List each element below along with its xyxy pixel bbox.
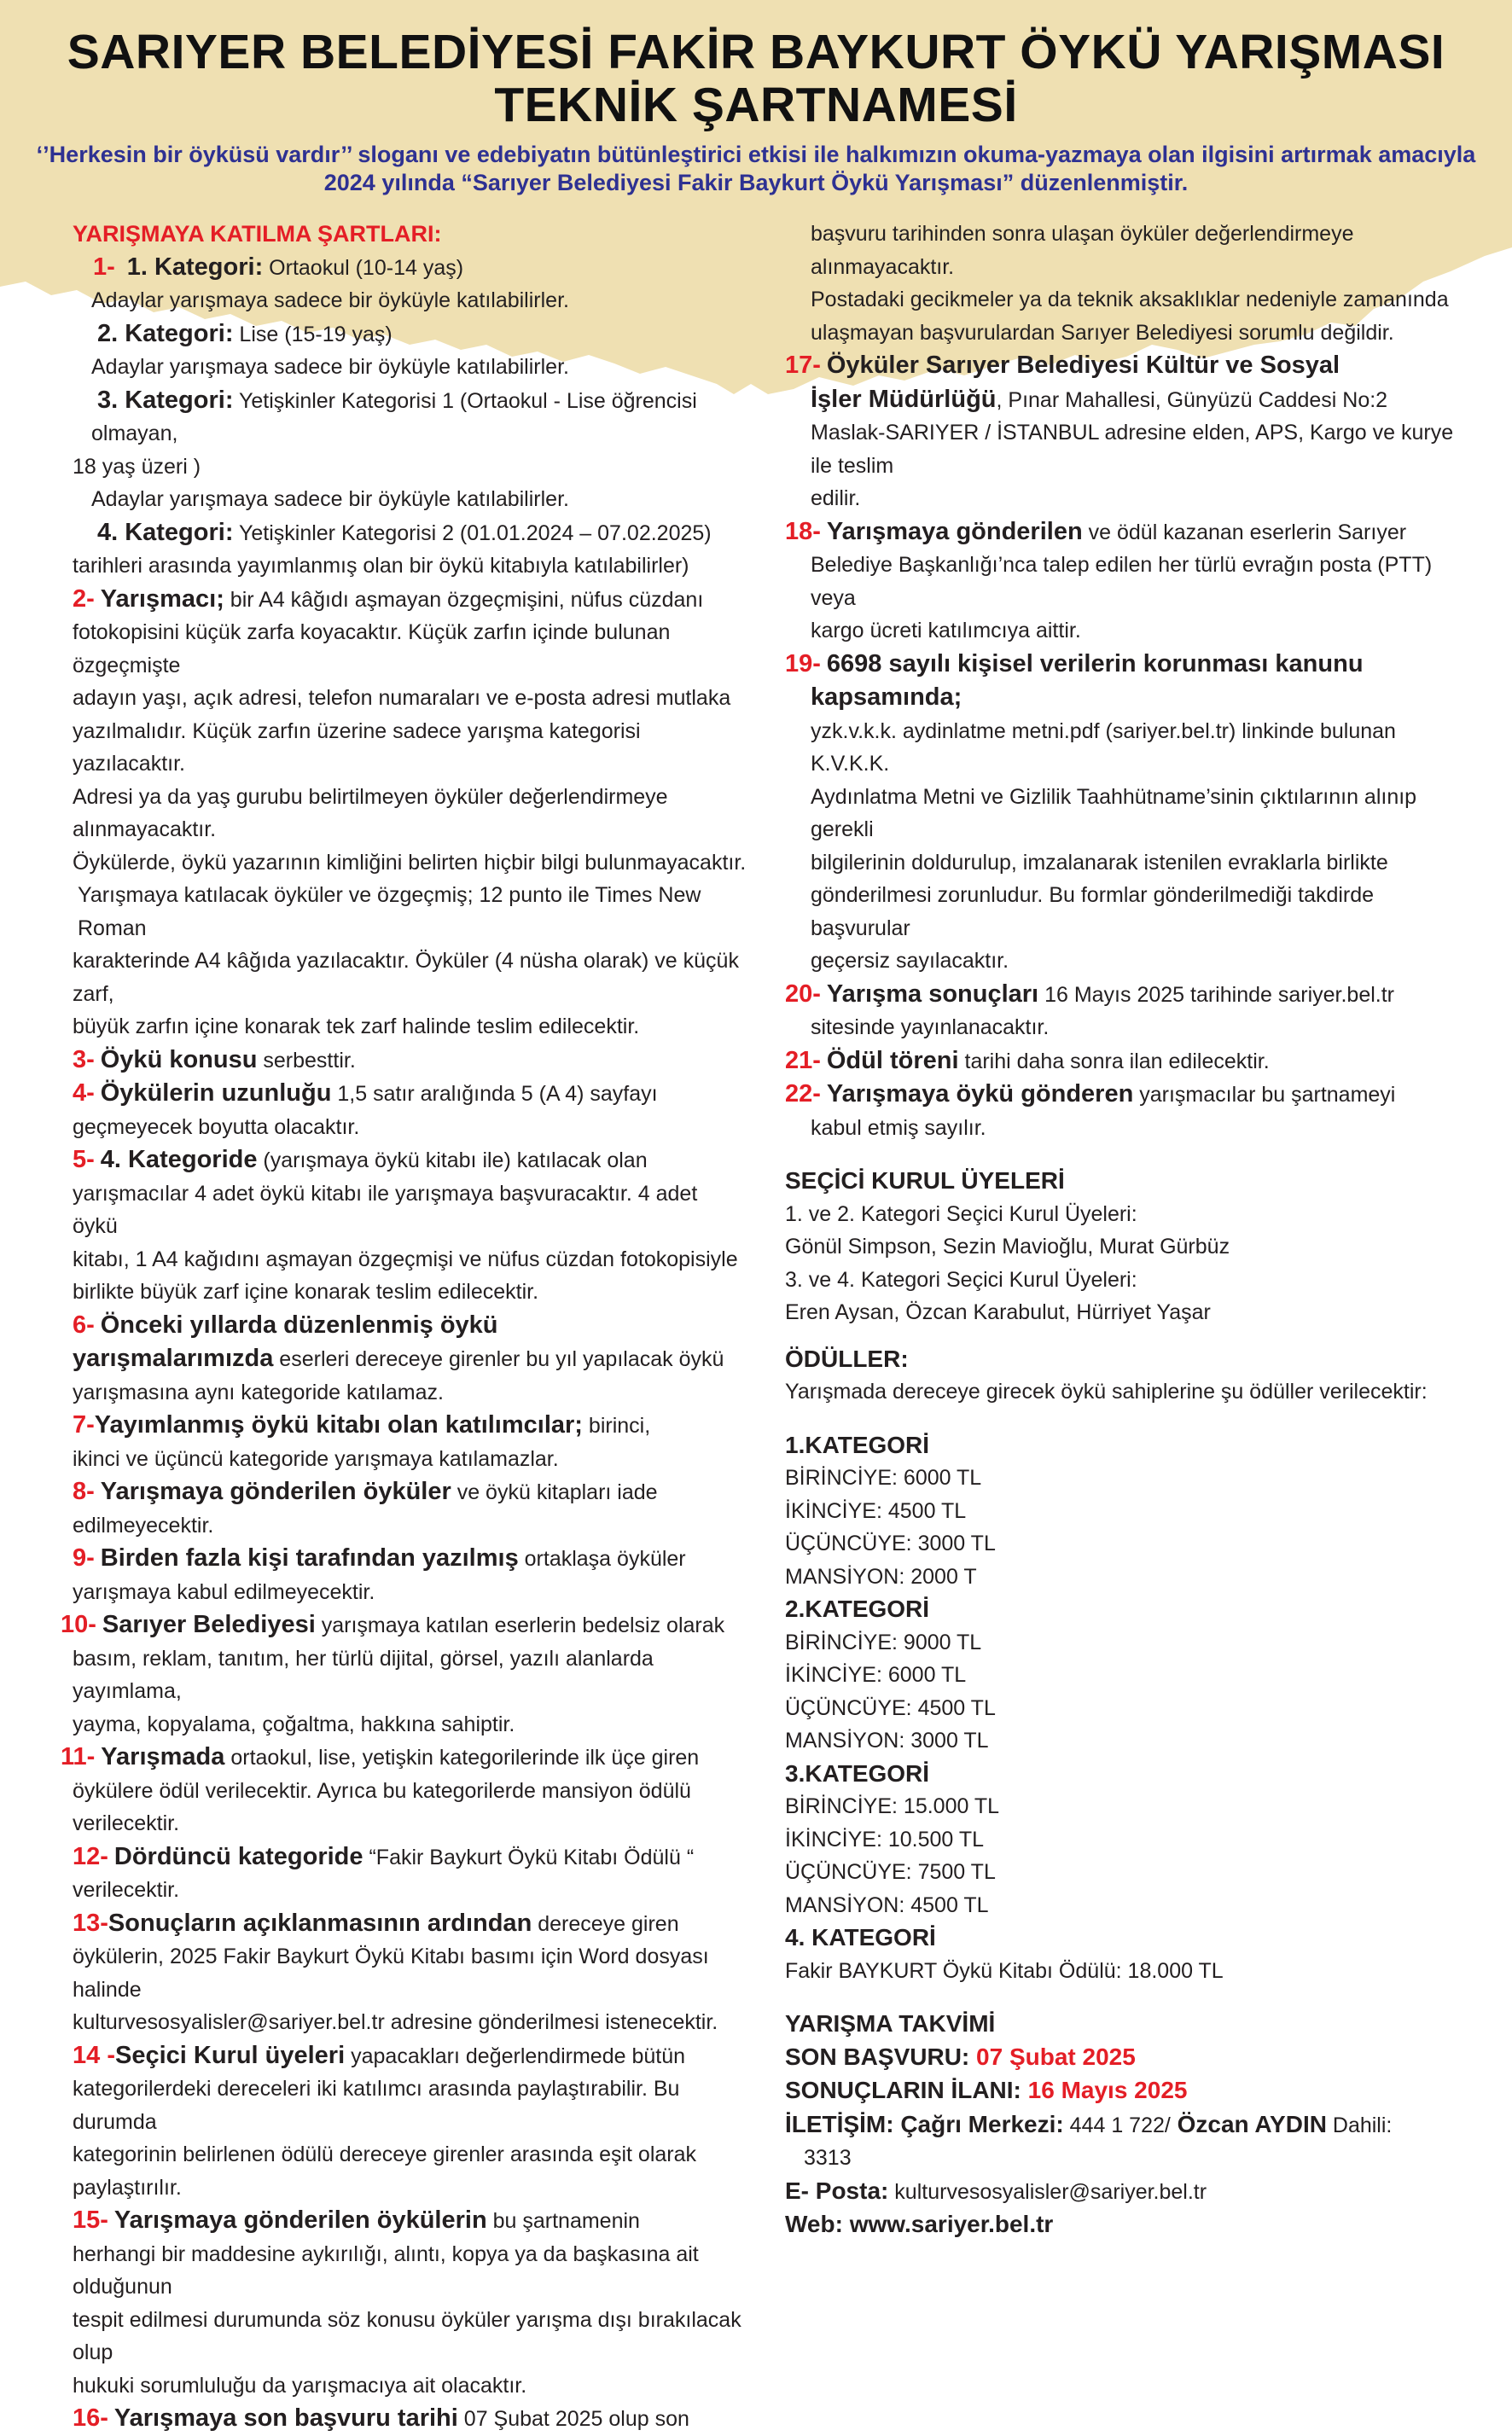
rule-text: birinci, — [582, 1414, 651, 1438]
page-header — [0, 26, 1512, 131]
rule-13 — [73, 1907, 747, 1941]
rule-line: gönderilmesi zorunludur. Bu formlar gönderilmediği takdirde başvurular — [811, 883, 1375, 940]
rule-21 — [785, 1044, 1459, 1078]
contact-label: İLETİŞİM: — [785, 2110, 894, 2137]
category-label: 1. Kategori: — [126, 253, 264, 281]
category-text: Ortaokul (10-14 yaş) — [263, 255, 464, 280]
award-category-1-heading: 1.KATEGORİ — [785, 1431, 930, 1458]
rule-number: 13- — [73, 1909, 108, 1937]
rule-line: tespit edilmesi durumunda söz konusu öyküler yarışma dışı bırakılacak olup — [73, 2307, 741, 2364]
category-text: Lise (15-19 yaş) — [233, 322, 393, 346]
category-label: 2. Kategori: — [96, 319, 234, 347]
rule-8 — [73, 1475, 747, 1509]
rule-text: bir A4 kâğıdı aşmayan özgeçmişini, nüfus cüzdanı — [224, 587, 704, 612]
rule-number: 16- — [73, 2404, 108, 2432]
award-line: ÜÇÜNCÜYE: 3000 TL — [785, 1532, 996, 1555]
rule-text: 07 Şubat 2025 olup son — [457, 2407, 689, 2431]
rule-text: eserleri dereceye girenler bu yıl yapılacak öykü — [273, 1347, 724, 1371]
rule-number: 12- — [73, 1842, 108, 1870]
rule-12 — [73, 1840, 747, 1875]
rule-20 — [785, 978, 1459, 1012]
rule-line: geçersiz sayılacaktır. — [811, 949, 1009, 973]
results-date-line — [785, 2074, 1459, 2108]
rule-line: Postadaki gecikmeler ya da teknik aksaklıklar nedeniyle zamanında — [811, 288, 1449, 311]
rule-keyword: Öykü konusu — [100, 1045, 258, 1073]
rule-line — [785, 383, 1459, 417]
rule-line: kitabı, 1 A4 kağıdını aşmayan özgeçmişi ve nüfus cüzdan fotokopisiyle — [73, 1247, 738, 1271]
rule-keyword: Öykülerin uzunluğu — [100, 1079, 332, 1107]
contact-person: Özcan AYDIN — [1170, 2110, 1327, 2137]
rule-line: paylaştırılır. — [73, 2175, 182, 2200]
email-label: E- Posta: — [785, 2177, 889, 2204]
jury-group-1-label: 1. ve 2. Kategori Seçici Kurul Üyeleri: — [785, 1201, 1137, 1226]
rule-line: Yarışmaya katılacak öyküler ve özgeçmiş; 12 punto ile Times New Roman — [78, 883, 701, 940]
rule-7 — [73, 1409, 747, 1443]
category-label: 4. Kategori: — [96, 518, 234, 546]
award-line: BİRİNCİYE: 15.000 TL — [785, 1794, 1000, 1818]
rule-number: 22- — [785, 1080, 821, 1108]
rule-19 — [785, 648, 1459, 682]
rule-keyword: İşler Müdürlüğü — [811, 385, 997, 413]
rule-keyword: Yarışma sonuçları — [826, 980, 1039, 1008]
rule-line: Adresi ya da yaş gurubu belirtilmeyen öyküler değerlendirmeye — [73, 784, 668, 809]
rule-line: karakterinde A4 kâğıda yazılacaktır. Öyküler (4 nüsha olarak) ve küçük zarf, — [73, 949, 739, 1006]
rule-line: sitesinde yayınlanacaktır. — [811, 1015, 1050, 1039]
rule-text: ortaklaşa öyküler — [518, 1547, 686, 1571]
left-column — [61, 218, 747, 2436]
rule-line: başvuru tarihinden sonra ulaşan öyküler değerlendirmeye alınmayacaktır. — [811, 222, 1354, 279]
rule-number: 19- — [785, 649, 821, 677]
extension-label: Dahili: — [1326, 2113, 1393, 2137]
rule-text: ortaokul, lise, yetişkin kategorilerinde ilk üçe giren — [224, 1746, 700, 1770]
rule-number: 5- — [73, 1146, 95, 1173]
award-line: BİRİNCİYE: 9000 TL — [785, 1630, 982, 1654]
rule-line: kategorilerdeki dereceleri iki katılımcı arasında paylaştırabilir. Bu durumda — [73, 2077, 680, 2134]
rule-keyword: kapsamında; — [811, 683, 962, 711]
award-category-2-heading: 2.KATEGORİ — [785, 1596, 930, 1622]
award-line: ÜÇÜNCÜYE: 4500 TL — [785, 1695, 996, 1720]
award-category-3-heading: 3.KATEGORİ — [785, 1759, 930, 1787]
rule-text: ve ödül kazanan eserlerin Sarıyer — [1082, 520, 1407, 544]
rule-number: 9- — [73, 1544, 95, 1572]
rule-keyword: Yarışmaya gönderilen öyküler — [100, 1478, 451, 1505]
rule-text: tarihi daha sonra ilan edilecektir. — [958, 1049, 1270, 1073]
rule-keyword: Yarışmaya son başvuru tarihi — [113, 2404, 458, 2432]
right-column — [785, 218, 1459, 2242]
rule-22 — [785, 1078, 1459, 1112]
rule-number: 8- — [73, 1478, 95, 1505]
rule-line: öykülere ödül verilecektir. Ayrıca bu kategorilerde mansiyon ödülü — [73, 1778, 691, 1803]
rule-number: 6- — [73, 1311, 95, 1339]
rule-keyword: Önceki yıllarda düzenlenmiş öykü — [100, 1311, 498, 1339]
award-category-4-heading: 4. KATEGORİ — [785, 1924, 936, 1951]
extension-number: 3313 — [804, 2146, 852, 2170]
deadline-date: 07 Şubat 2025 — [976, 2043, 1136, 2070]
rule-line: Adaylar yarışmaya sadece bir öyküyle katılabilirler. — [91, 355, 569, 379]
page-title-line-1: SARIYER BELEDİYESİ FAKİR BAYKURT ÖYKÜ YARIŞMASI — [67, 25, 1445, 79]
rule-line: tarihleri arasında yayımlanmış olan bir öykü kitabıyla katılabilirler) — [73, 554, 689, 578]
rule-number: 7- — [73, 1411, 95, 1439]
rule-keyword: Ödül töreni — [826, 1046, 959, 1074]
rule-line: yarışmasına aynı kategoride katılamaz. — [73, 1380, 444, 1404]
rule-text: “Fakir Baykurt Öykü Kitabı Ödülü “ — [363, 1845, 695, 1869]
award-line: Fakir BAYKURT Öykü Kitabı Ödülü: 18.000 TL — [785, 1958, 1224, 1983]
rule-line: 18 yaş üzeri ) — [73, 454, 201, 479]
jury-heading: SEÇİCİ KURUL ÜYELERİ — [785, 1167, 1065, 1194]
rule-line — [73, 1342, 747, 1376]
award-line: İKİNCİYE: 4500 TL — [785, 1498, 967, 1523]
rule-line — [73, 384, 747, 451]
rule-line: verilecektir. — [73, 1811, 180, 1835]
rule-line — [785, 681, 1459, 715]
rule-keyword: Sonuçların açıklanmasının ardından — [108, 1909, 532, 1937]
rule-line: herhangi bir maddesine aykırılığı, alıntı, kopya ya da başkasına ait olduğunun — [73, 2241, 699, 2299]
rule-line: fotokopisini küçük zarfa koyacaktır. Küçük zarfın içinde bulunan özgeçmişte — [73, 620, 671, 677]
rule-text: serbesttir. — [257, 1048, 356, 1073]
rule-2 — [73, 583, 747, 617]
rule-line: Belediye Başkanlığı’nca talep edilen her türlü evrağın posta (PTT) veya — [811, 553, 1433, 610]
category-text: Yetişkinler Kategorisi 2 (01.01.2024 – 07.02.2025) — [233, 520, 712, 545]
rule-line: Adaylar yarışmaya sadece bir öyküyle katılabilirler. — [91, 288, 569, 312]
rule-text: 16 Mayıs 2025 tarihinde sariyer.bel.tr — [1038, 982, 1395, 1007]
rule-text: (yarışmaya öykü kitabı ile) katılacak olan — [257, 1148, 648, 1172]
rule-text: yapacakları değerlendirmede bütün — [345, 2044, 686, 2068]
rule-line: edilir. — [811, 486, 861, 510]
rule-line: Öykülerde, öykü yazarının kimliğini belirten hiçbir bilgi bulunmayacaktır. — [73, 850, 747, 875]
rule-line: yarışmaya kabul edilmeyecektir. — [73, 1579, 375, 1604]
rule-number: 20- — [785, 980, 821, 1008]
rule-keyword: Yarışmacı; — [100, 584, 224, 613]
deadline-line — [785, 2041, 1459, 2075]
rule-line: basım, reklam, tanıtım, her türlü dijital, görsel, yazılı alanlarda yayımlama, — [73, 1646, 654, 1703]
results-date: 16 Mayıs 2025 — [1027, 2077, 1188, 2103]
rule-line: Maslak-SARIYER / İSTANBUL adresine elden, APS, Kargo ve kurye ile teslim — [811, 421, 1454, 478]
rule-keyword: 6698 sayılı kişisel verilerin korunması kanunu — [826, 649, 1364, 677]
kvkk-link-line: yzk.v.k.k. aydinlatme metni.pdf (sariyer.bel.tr) linkinde bulunan K.V.K.K. — [811, 718, 1396, 776]
rule-line: ulaşmayan başvurulardan Sarıyer Belediyesi sorumlu değildir. — [811, 320, 1394, 345]
rule-line: verilecektir. — [73, 1878, 180, 1902]
rule-line: Adaylar yarışmaya sadece bir öyküyle katılabilirler. — [91, 487, 569, 511]
rule-17 — [785, 349, 1459, 383]
rule-line: yazılmalıdır. Küçük zarfın üzerine sadece yarışma kategorisi yazılacaktır. — [73, 718, 641, 776]
rule-line: birlikte büyük zarf içine konarak teslim edilecektir. — [73, 1280, 539, 1304]
award-line: ÜÇÜNCÜYE: 7500 TL — [785, 1860, 996, 1884]
rule-keyword: Yarışmaya öykü gönderen — [826, 1080, 1134, 1108]
jury-group-2-names: Eren Aysan, Özcan Karabulut, Hürriyet Yaşar — [785, 1300, 1211, 1324]
rule-number: 4- — [73, 1079, 95, 1107]
rule-line: büyük zarfın içine konarak tek zarf halinde teslim edilecektir. — [73, 1015, 640, 1038]
rule-text: , Pınar Mahallesi, Günyüzü Caddesi No:2 — [996, 387, 1388, 412]
page-title-line-2: TEKNİK ŞARTNAMESİ — [494, 78, 1018, 132]
rule-line: ikinci ve üçüncü kategoride yarışmaya katılamazlar. — [73, 1446, 559, 1471]
rule-line — [73, 516, 747, 550]
rule-keyword: Yayımlanmış öykü kitabı olan katılımcılar; — [94, 1411, 583, 1439]
rule-text: bu şartnamenin — [486, 2209, 640, 2233]
rule-keyword: Seçici Kurul üyeleri — [114, 2041, 346, 2069]
rule-keyword: 4. Kategoride — [100, 1146, 258, 1173]
rule-number: 21- — [785, 1046, 821, 1074]
rule-line: edilmeyecektir. — [73, 1513, 214, 1538]
award-line: İKİNCİYE: 6000 TL — [785, 1663, 967, 1687]
rule-line: yarışmacılar 4 adet öykü kitabı ile yarışmaya başvuracaktır. 4 adet öykü — [73, 1181, 698, 1238]
rule-keyword: Dördüncü kategoride — [113, 1842, 363, 1870]
web-address[interactable]: www.sariyer.bel.tr — [842, 2211, 1054, 2237]
rule-keyword: Yarışmada — [101, 1743, 225, 1770]
call-center-number: 444 1 722/ — [1063, 2113, 1171, 2137]
rule-keyword: Öyküler Sarıyer Belediyesi Kültür ve Sosyal — [826, 352, 1340, 379]
award-line: BİRİNCİYE: 6000 TL — [785, 1466, 982, 1490]
rule-number: 1- — [93, 253, 115, 281]
award-line: MANSİYON: 2000 T — [785, 1564, 977, 1589]
rule-line — [73, 317, 747, 352]
rule-3 — [73, 1044, 747, 1078]
rule-10 — [61, 1608, 747, 1642]
rule-number: 18- — [785, 517, 821, 545]
category-text: Yetişkinler Kategorisi 1 (Ortaokul - Lise öğrencisi olmayan, — [91, 388, 697, 445]
rule-number: 15- — [73, 2206, 108, 2234]
award-line: MANSİYON: 3000 TL — [785, 1729, 989, 1753]
category-label: 3. Kategori: — [96, 386, 234, 414]
rule-line: kulturvesosyalisler@sariyer.bel.tr adresine gönderilmesi istenecektir. — [73, 2010, 718, 2034]
intro-paragraph: ‘’Herkesin bir öyküsü vardır’’ sloganı ve edebiyatın bütünleştirici etkisi ile halkımızın okuma-yazmaya olan ilgisini artırmak amacıyla 2024 yılında “Sarıyer Belediyesi Fakir Baykurt Öykü Yarışması” düzenlenmiştir. — [36, 142, 1476, 195]
rule-text: dereceye giren — [532, 1911, 679, 1936]
awards-heading: ÖDÜLLER: — [785, 1345, 909, 1372]
rule-11 — [61, 1741, 747, 1775]
rule-6 — [73, 1309, 747, 1343]
web-line — [785, 2208, 1459, 2242]
rule-number: 14 - — [73, 2041, 115, 2069]
rule-line: yayma, kopyalama, çoğaltma, hakkına sahiptir. — [73, 1712, 515, 1736]
calendar-heading: YARIŞMA TAKVİMİ — [785, 2010, 996, 2037]
rule-line: geçmeyecek boyutta olacaktır. — [73, 1114, 360, 1139]
rule-line: kategorinin belirlenen ödülü dereceye girenler arasında eşit olarak — [73, 2142, 697, 2166]
rule-keyword: yarışmalarımızda — [73, 1345, 274, 1372]
rule-line: Aydınlatma Metni ve Gizlilik Taahhütname’sinin çıktılarının alınıp gerekli — [811, 784, 1417, 841]
results-date-label: SONUÇLARIN İLANI: — [785, 2077, 1028, 2103]
rule-keyword: Yarışmaya gönderilen öykülerin — [113, 2206, 487, 2234]
award-line: MANSİYON: 4500 TL — [785, 1892, 989, 1917]
rule-text: yarışmaya katılan eserlerin bedelsiz olarak — [315, 1613, 725, 1637]
rule-number: 2- — [73, 584, 95, 613]
rule-16 — [73, 2402, 747, 2436]
rule-keyword: Sarıyer Belediyesi — [102, 1611, 316, 1638]
rule-line: alınmayacaktır. — [73, 817, 217, 841]
rule-14 — [73, 2039, 747, 2073]
rule-number: 10- — [61, 1611, 96, 1638]
rule-text: ve öykü kitapları iade — [451, 1480, 658, 1504]
rule-line: bilgilerinin doldurulup, imzalanarak istenilen evraklarla birlikte — [811, 850, 1388, 875]
email-address[interactable]: kulturvesosyalisler@sariyer.bel.tr — [888, 2179, 1207, 2204]
rule-line: adayın yaşı, açık adresi, telefon numaraları ve e-posta adresi mutlaka — [73, 686, 731, 710]
rule-line: kargo ücreti katılımcıya aittir. — [811, 619, 1081, 642]
rule-1 — [73, 251, 747, 285]
rule-line: kabul etmiş sayılır. — [811, 1115, 986, 1140]
rule-text: 1,5 satır aralığında 5 (A 4) sayfayı — [331, 1082, 658, 1106]
award-line: İKİNCİYE: 10.500 TL — [785, 1827, 984, 1852]
rule-line: öykülerin, 2025 Fakir Baykurt Öykü Kitabı basımı için Word dosyası halinde — [73, 1945, 709, 2002]
rule-text: yarışmacılar bu şartnameyi — [1133, 1083, 1396, 1107]
rule-9 — [73, 1542, 747, 1576]
deadline-label: SON BAŞVURU: — [785, 2043, 977, 2070]
jury-group-2-label: 3. ve 4. Kategori Seçici Kurul Üyeleri: — [785, 1267, 1137, 1292]
rule-keyword: Yarışmaya gönderilen — [826, 517, 1083, 545]
rule-4 — [73, 1077, 747, 1111]
participation-rules-heading: YARIŞMAYA KATILMA ŞARTLARI: — [73, 221, 442, 247]
rule-5 — [73, 1143, 747, 1177]
rule-18 — [785, 515, 1459, 549]
contact-line — [785, 2108, 1459, 2142]
web-label: Web: — [785, 2211, 843, 2237]
jury-group-1-names: Gönül Simpson, Sezin Mavioğlu, Murat Gürbüz — [785, 1235, 1230, 1259]
rule-number: 17- — [785, 352, 821, 379]
rule-15 — [73, 2204, 747, 2238]
rule-number: 3- — [73, 1045, 95, 1073]
rule-line: hukuki sorumluluğu da yarışmacıya ait olacaktır. — [73, 2373, 527, 2398]
awards-intro: Yarışmada dereceye girecek öykü sahiplerine şu ödüller verilecektir: — [785, 1380, 1428, 1404]
rule-keyword: Birden fazla kişi tarafından yazılmış — [100, 1544, 519, 1572]
call-center-label: Çağrı Merkezi: — [893, 2110, 1064, 2137]
email-line — [785, 2175, 1459, 2209]
rule-number: 11- — [61, 1743, 96, 1770]
